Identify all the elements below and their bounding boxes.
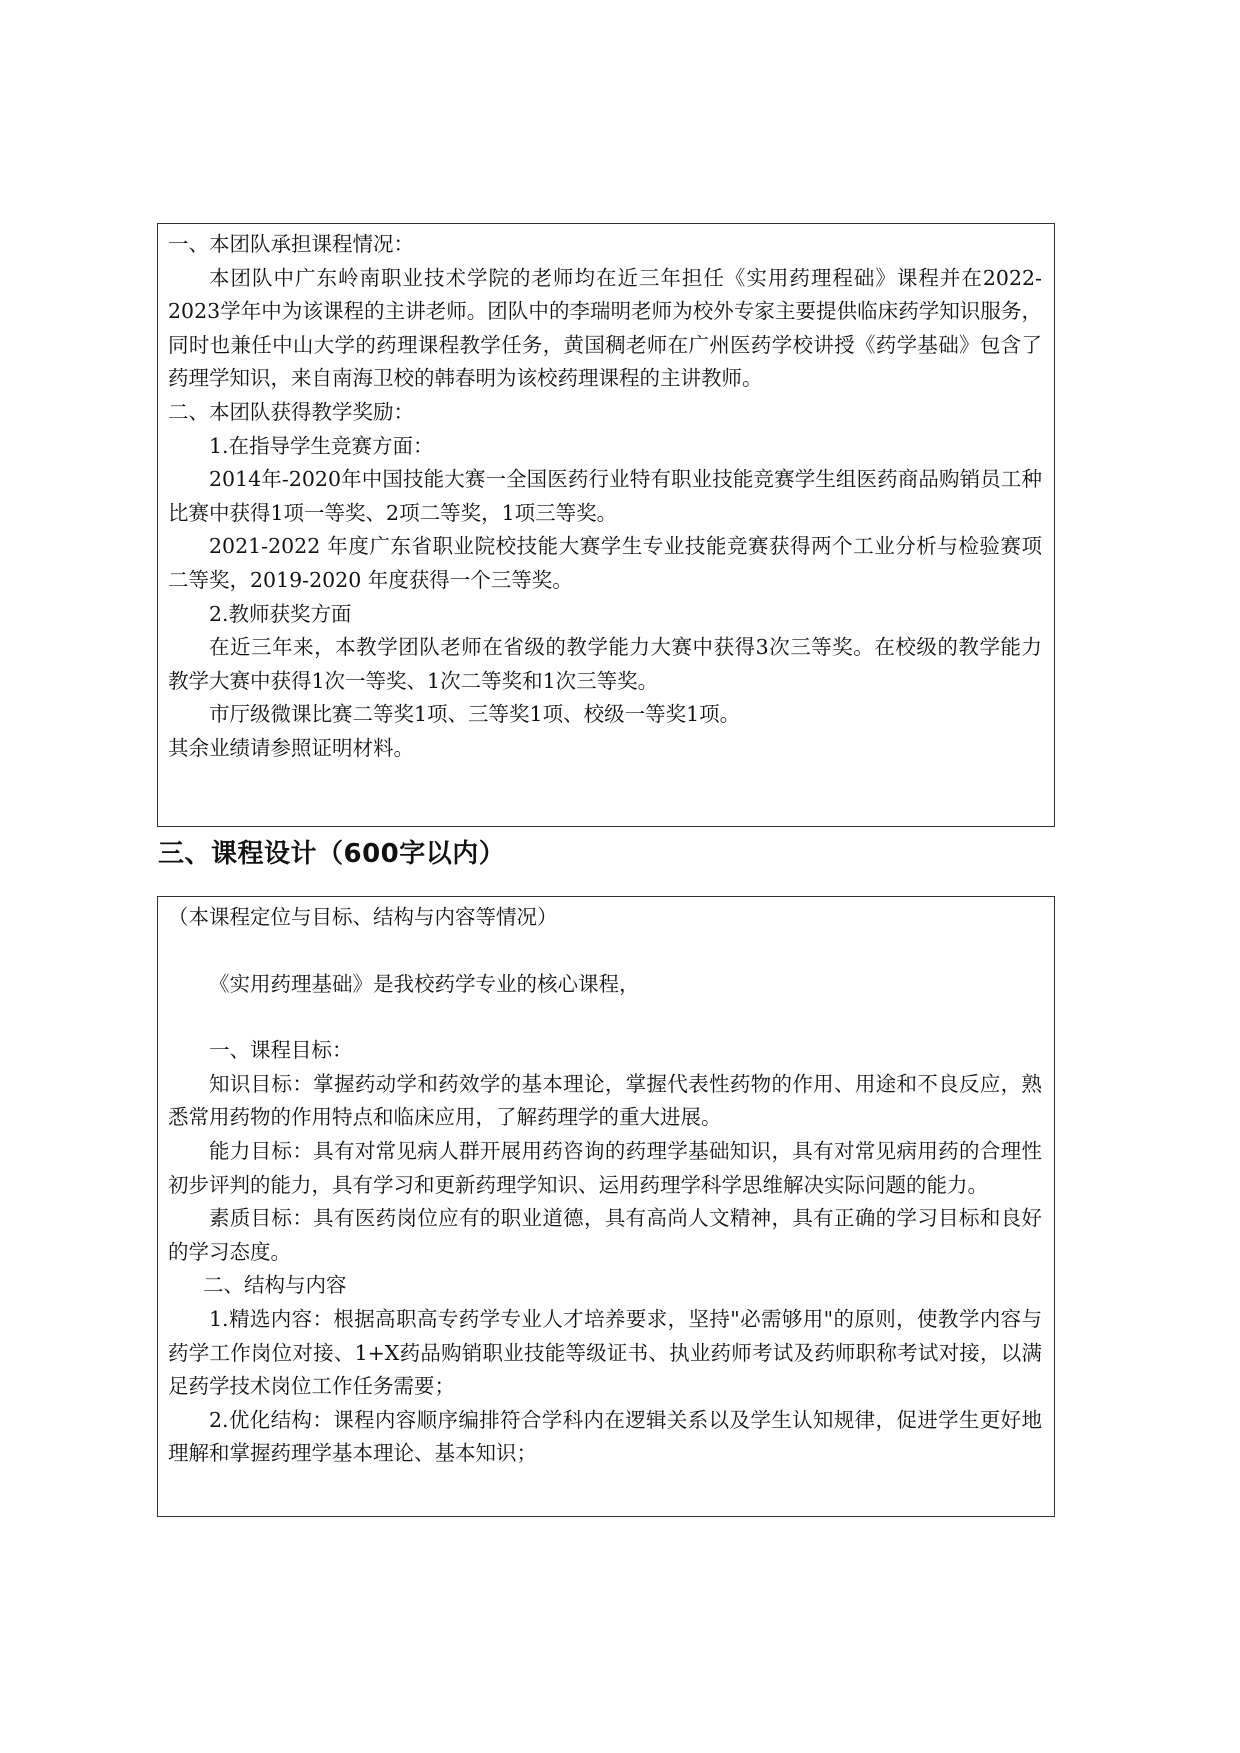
section-heading-awards: 二、本团队获得教学奖励： (168, 399, 414, 424)
paragraph-see-evidence: 其余业绩请参照证明材料。 (168, 735, 414, 760)
team-info-box (157, 223, 1055, 827)
paragraph-quality-goal: 素质目标：具有医药岗位应有的职业道德，具有高尚人文精神，具有正确的学习目标和良好的学习态度。 (168, 1206, 1042, 1264)
paragraph-knowledge-goal: 知识目标：掌握药动学和药效学的基本理论，掌握代表性药物的作用、用途和不良反应，熟悉常用药物的作用特点和临床应用，了解药理学的重大进展。 (168, 1071, 1042, 1130)
paragraph-core-course: 《实用药理基础》是我校药学专业的核心课程， (209, 971, 640, 996)
paragraph-optimize-structure: 2.优化结构：课程内容顺序编排符合学科内在逻辑关系以及学生认知规律，促进学生更好地理解和掌握药理学基本理论、基本知识； (168, 1407, 1042, 1466)
paragraph-award-2021: 2021-2022 年度广东省职业院校技能大赛学生专业技能竞赛获得两个工业分析与检验赛项二等奖，2019-2020 年度获得一个三等奖。 (168, 534, 1042, 592)
section-heading-courses: 一、本团队承担课程情况： (168, 232, 414, 256)
subheading-student-competition: 1.在指导学生竞赛方面： (209, 433, 434, 458)
course-design-box (157, 896, 1055, 1517)
course-design-hint: （本课程定位与目标、结构与内容等情况） (168, 905, 558, 929)
subheading-course-goals: 一、课程目标： (209, 1038, 353, 1063)
paragraph-teacher-awards: 在近三年来，本教学团队老师在省级的教学能力大赛中获得3次三等奖。在校级的教学能力教学大赛中获得1次一等奖、1次二等奖和1次三等奖。 (168, 635, 1042, 693)
section-title-course-design: 三、课程设计（600字以内） (158, 839, 506, 869)
paragraph-micro-course: 市厅级微课比赛二等奖1项、三等奖1项、校级一等奖1项。 (209, 702, 741, 727)
subheading-teacher-awards: 2.教师获奖方面 (209, 601, 352, 626)
paragraph-ability-goal: 能力目标：具有对常见病人群开展用药咨询的药理学基础知识，具有对常见病用药的合理性初步评判的能力，具有学习和更新药理学知识、运用药理学科学思维解决实际问题的能力。 (168, 1138, 1042, 1197)
paragraph-select-content: 1.精选内容：根据高职高专药学专业人才培养要求，坚持"必需够用"的原则，使教学内容与药学工作岗位对接、1+X药品购销职业技能等级证书、执业药师考试及药师职称考试对接，以满足药学技术岗位工作任务需要； (168, 1306, 1042, 1399)
blank-line (168, 1001, 1042, 1034)
blank-line (168, 935, 1042, 968)
paragraph-award-2014: 2014年-2020年中国技能大赛一全国医药行业特有职业技能竞赛学生组医药商品购销员工种比赛中获得1项一等奖、2项二等奖，1项三等奖。 (168, 467, 1042, 525)
paragraph-courses: 本团队中广东岭南职业技术学院的老师均在近三年担任《实用药理程础》课程并在2022-2023学年中为该课程的主讲老师。团队中的李瑞明老师为校外专家主要提供临床药学知识服务，同时也兼任中山大学的药理课程教学任务，黄国稠老师在广州医药学校讲授《药学基础》包含了药理学知识，来自南海卫校的韩春明为该校药理课程的主讲教师。 (168, 265, 1042, 391)
subheading-structure-content: 二、结构与内容 (203, 1273, 347, 1298)
